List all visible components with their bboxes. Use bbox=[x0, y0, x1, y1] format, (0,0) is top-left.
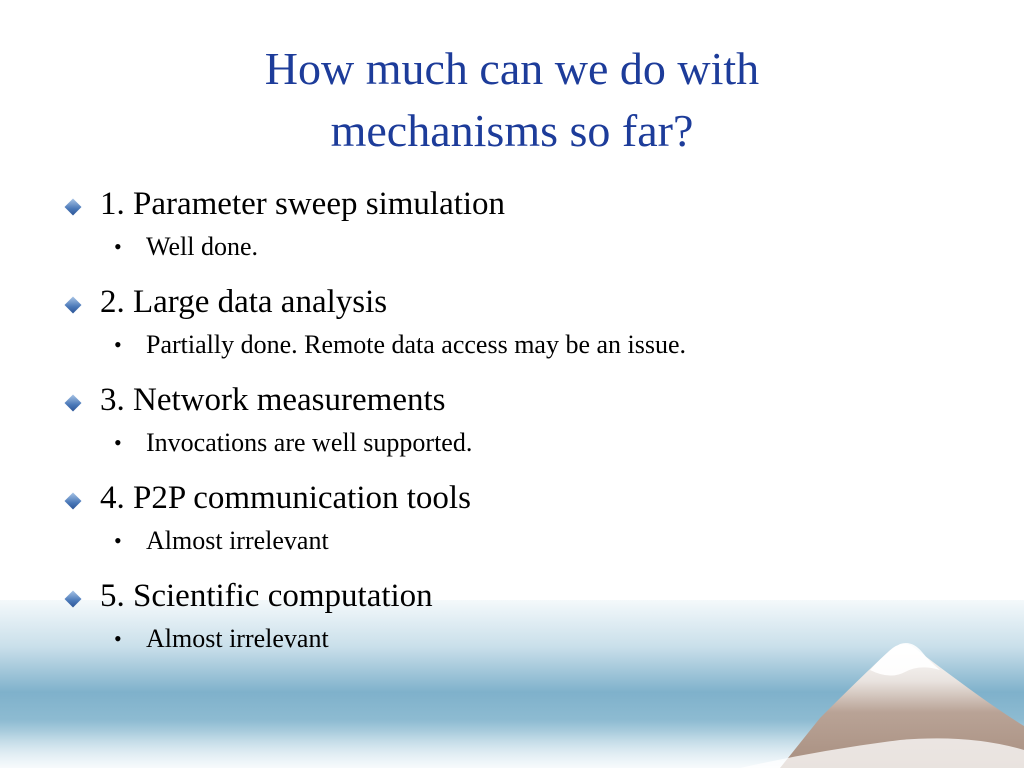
sub-list-item bbox=[62, 621, 962, 672]
slide-title-line: How much can we do with bbox=[264, 43, 760, 94]
bullet-text: 3. Network measurements bbox=[100, 382, 446, 418]
slide-title bbox=[112, 38, 912, 162]
bullet-list bbox=[62, 182, 962, 672]
sub-bullet-text: Almost irrelevant bbox=[146, 526, 329, 555]
list-item bbox=[62, 476, 962, 523]
sub-list-item bbox=[62, 523, 962, 574]
diamond-icon bbox=[65, 199, 82, 216]
list-item bbox=[62, 574, 962, 621]
dot-icon: • bbox=[114, 528, 122, 553]
diamond-icon bbox=[65, 591, 82, 608]
sub-bullet-text: Well done. bbox=[146, 232, 258, 261]
sub-list-item bbox=[62, 229, 962, 280]
sub-bullet-text: Partially done. Remote data access may be an issue. bbox=[146, 330, 687, 359]
slide-title-line: mechanisms so far? bbox=[330, 105, 694, 156]
dot-icon: • bbox=[114, 430, 122, 455]
sub-bullet-text: Invocations are well supported. bbox=[146, 428, 473, 457]
sub-bullet-text: Almost irrelevant bbox=[146, 624, 329, 653]
sub-list-item bbox=[62, 425, 962, 476]
dot-icon: • bbox=[114, 234, 122, 259]
diamond-icon bbox=[65, 297, 82, 314]
diamond-icon bbox=[65, 493, 82, 510]
bullet-text: 4. P2P communication tools bbox=[100, 480, 471, 516]
dot-icon: • bbox=[114, 626, 122, 651]
bullet-text: 2. Large data analysis bbox=[100, 284, 388, 320]
list-item bbox=[62, 182, 962, 229]
bullet-text: 5. Scientific computation bbox=[100, 578, 433, 614]
sub-list-item bbox=[62, 327, 962, 378]
list-item bbox=[62, 378, 962, 425]
bullet-text: 1. Parameter sweep simulation bbox=[100, 186, 506, 222]
list-item bbox=[62, 280, 962, 327]
dot-icon: • bbox=[114, 332, 122, 357]
diamond-icon bbox=[65, 395, 82, 412]
